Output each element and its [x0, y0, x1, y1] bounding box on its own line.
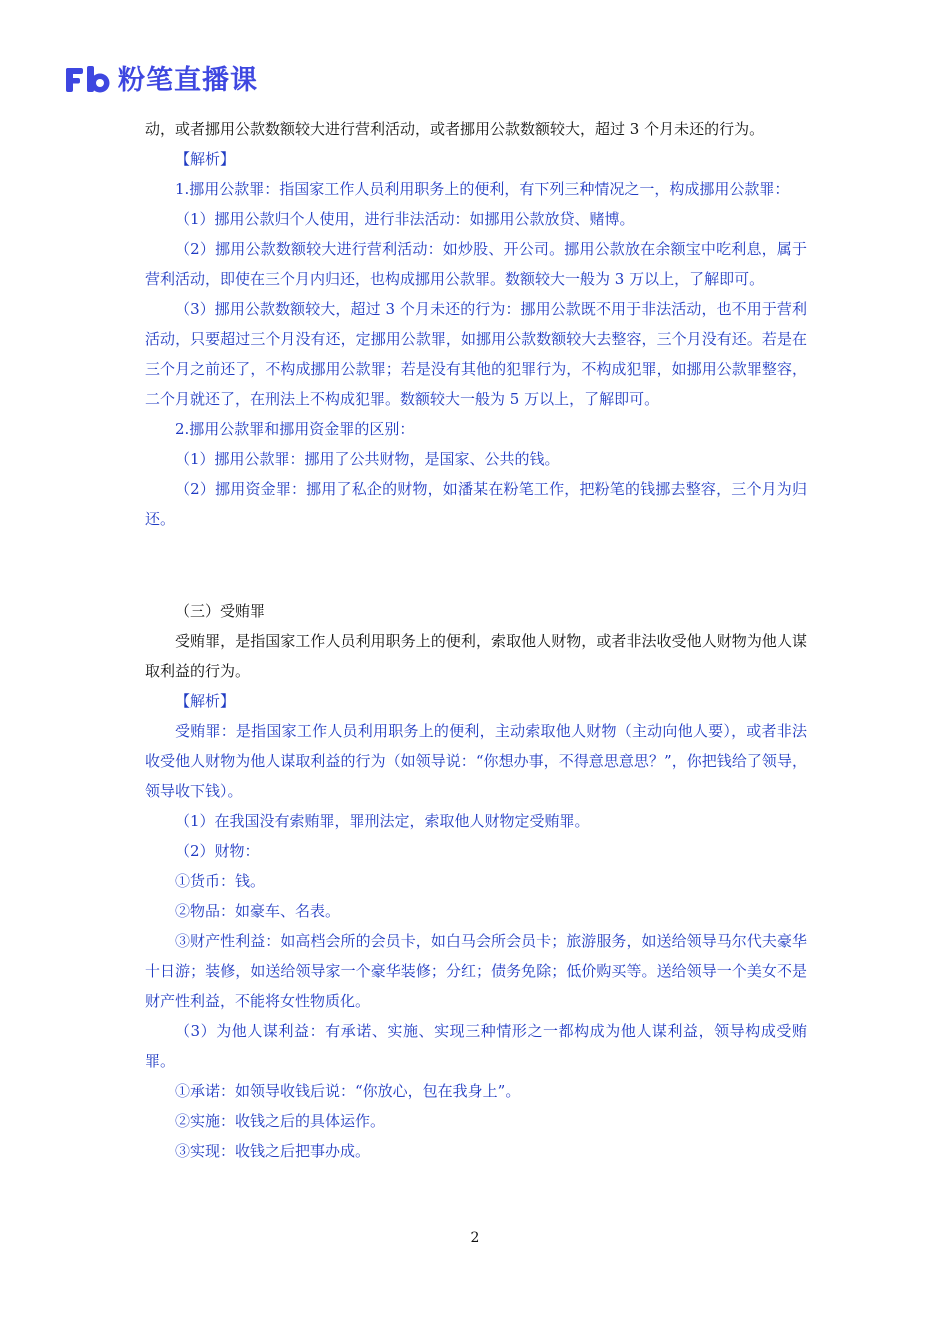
paragraph: （3）挪用公款数额较大，超过 3 个月未还的行为：挪用公款既不用于非法活动，也不用于营利活动，只要超过三个月没有还，定挪用公款罪，如挪用公款数额较大去整容，三个月没有还。若是在三个月之前还了，不构成挪用公款罪；若是没有其他的犯罪行为，不构成犯罪，如挪用公款罪整容，二个月就还了，在刑法上不构成犯罪。数额较大一般为 5 万以上，了解即可。 — [145, 300, 807, 408]
paragraph: ③财产性利益：如高档会所的会员卡，如白马会所会员卡；旅游服务，如送给领导马尔代夫豪华十日游；装修，如送给领导家一个豪华装修；分红；债务免除；低价购买等。送给领导一个美女不是财产性利益，不能将女性物质化。 — [145, 932, 807, 1010]
page-number: 2 — [470, 1230, 480, 1246]
paragraph: 受贿罪，是指国家工作人员利用职务上的便利，索取他人财物，或者非法收受他人财物为他人谋取利益的行为。 — [145, 632, 807, 680]
paragraph: ②物品：如豪车、名表。 — [175, 902, 341, 920]
paragraph: （2）挪用公款数额较大进行营利活动：如炒股、开公司。挪用公款放在余额宝中吃利息，属于营利活动，即使在三个月内归还，也构成挪用公款罪。数额较大一般为 3 万以上，了解即可。 — [145, 240, 807, 288]
paragraph: （1）挪用公款归个人使用，进行非法活动：如挪用公款放贷、赌博。 — [175, 210, 635, 228]
paragraph: ①货币：钱。 — [175, 872, 266, 890]
paragraph: 动，或者挪用公款数额较大进行营利活动，或者挪用公款数额较大，超过 3 个月未还的行为。 — [145, 120, 765, 138]
paragraph: （3）为他人谋利益：有承诺、实施、实现三种情形之一都构成为他人谋利益，领导构成受贿罪。 — [145, 1022, 807, 1070]
paragraph: ②实施：收钱之后的具体运作。 — [175, 1112, 386, 1130]
paragraph: （1）挪用公款罪：挪用了公共财物，是国家、公共的钱。 — [175, 450, 560, 468]
analysis-label: 【解析】 — [175, 150, 236, 168]
paragraph: （三）受贿罪 — [175, 602, 266, 620]
paragraph: 受贿罪：是指国家工作人员利用职务上的便利，主动索取他人财物（主动向他人要），或者非法收受他人财物为他人谋取利益的行为（如领导说：“你想办事，不得意思意思？”，你把钱给了领导，领导收下钱）。 — [145, 722, 807, 800]
fb-logo-icon — [66, 66, 112, 94]
paragraph: 2.挪用公款罪和挪用资金罪的区别： — [175, 420, 415, 438]
document-body — [145, 114, 807, 1166]
brand-name: 粉笔直播课 — [118, 64, 258, 96]
paragraph: （1）在我国没有索贿罪，罪刑法定，索取他人财物定受贿罪。 — [175, 812, 590, 830]
analysis-label: 【解析】 — [175, 692, 236, 710]
paragraph: （2）财物： — [175, 842, 260, 860]
paragraph: ③实现：收钱之后把事办成。 — [175, 1142, 371, 1160]
paragraph: （2）挪用资金罪：挪用了私企的财物，如潘某在粉笔工作，把粉笔的钱挪去整容，三个月为归还。 — [145, 480, 807, 528]
paragraph: ①承诺：如领导收钱后说：“你放心，包在我身上”。 — [175, 1082, 521, 1100]
paragraph: 1.挪用公款罪：指国家工作人员利用职务上的便利，有下列三种情况之一，构成挪用公款罪： — [175, 180, 790, 198]
paragraph-spacer — [145, 550, 807, 580]
header-logo — [66, 60, 258, 100]
